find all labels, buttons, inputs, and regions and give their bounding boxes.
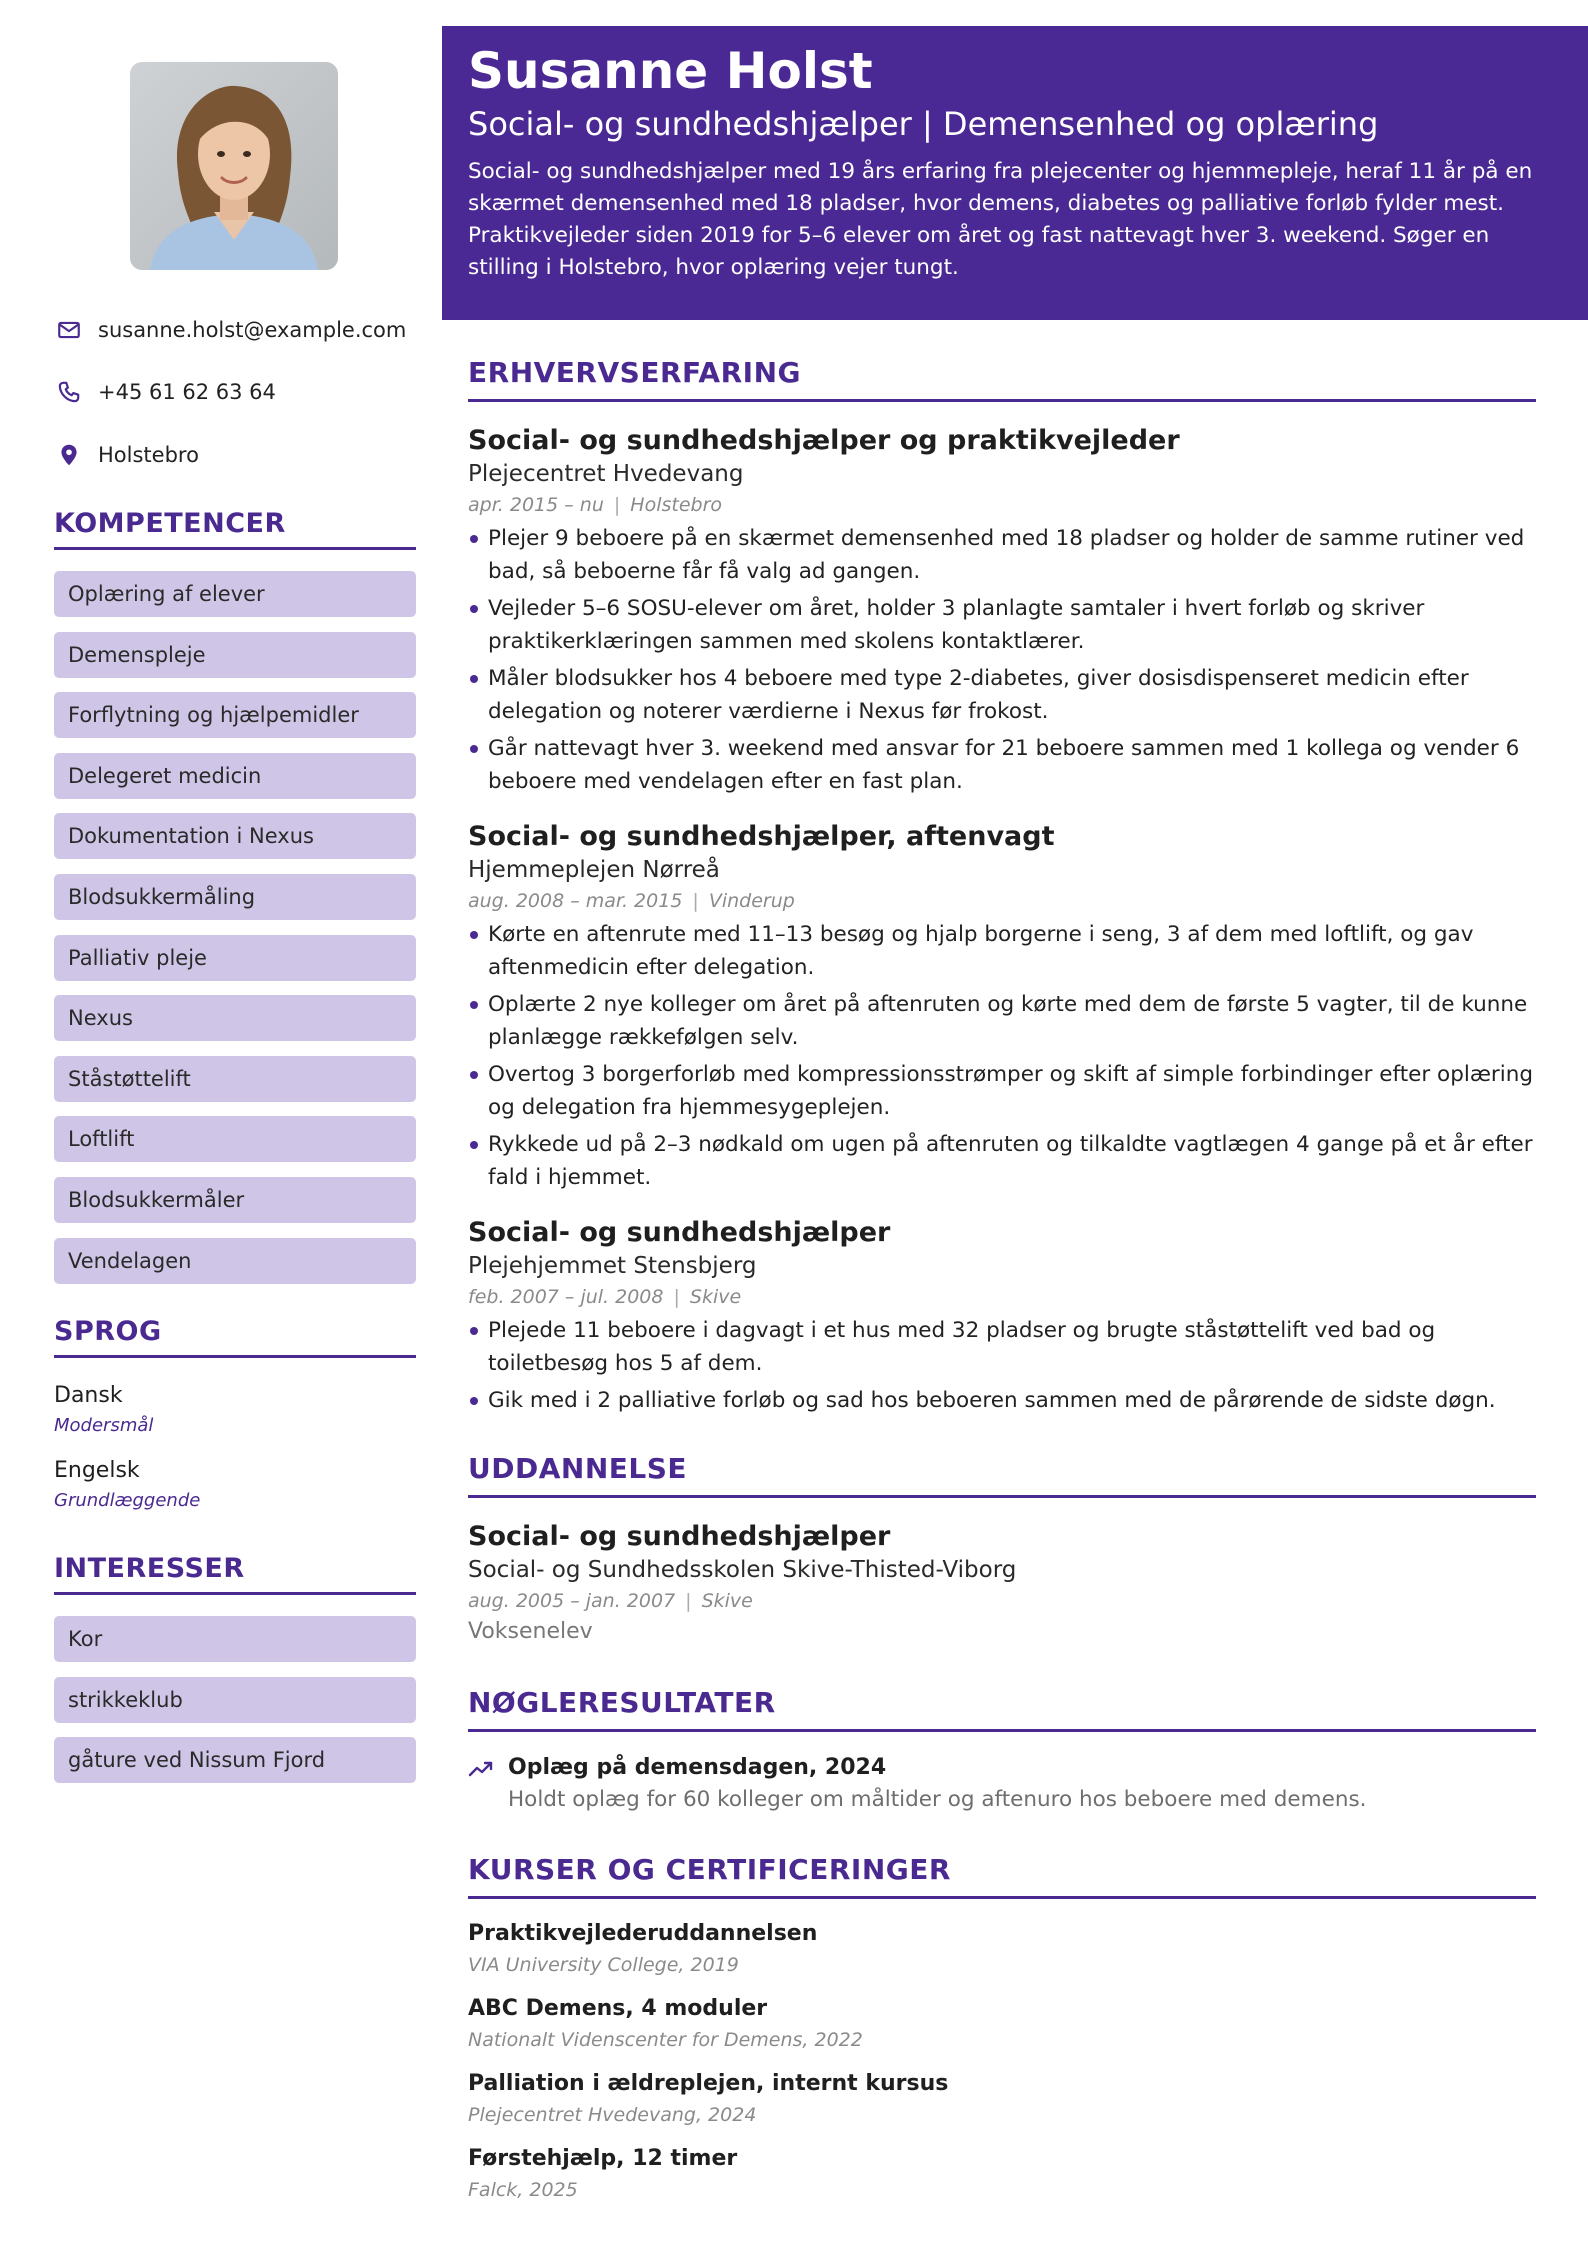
job-place: Holstebro bbox=[630, 494, 723, 516]
phone-text: +45 61 62 63 64 bbox=[98, 380, 276, 404]
separator: | bbox=[685, 1590, 692, 1612]
interest-tag: gåture ved Nissum Fjord bbox=[54, 1737, 416, 1783]
skill-tag: Loftlift bbox=[54, 1116, 416, 1162]
contact-location bbox=[54, 438, 416, 472]
skill-tag: Blodsukkermåling bbox=[54, 874, 416, 920]
job-entry bbox=[468, 1216, 1536, 1421]
skill-tag: Blodsukkermåler bbox=[54, 1177, 416, 1223]
job-title: Social- og sundhedshjælper bbox=[468, 1217, 891, 1248]
phone-icon bbox=[54, 377, 84, 407]
job-bullet: Gik med i 2 palliative forløb og sad hos beboeren sammen med de pårørende de sidste døgn. bbox=[468, 1384, 1536, 1417]
job-bullet: Vejleder 5–6 SOSU-elever om året, holder 3 planlagte samtaler i hvert forløb og skriver praktikerklæringen sammen med skolens kontaktlærer. bbox=[468, 592, 1536, 658]
language-name: Dansk bbox=[54, 1383, 123, 1408]
course-meta: Plejecentret Hvedevang, 2024 bbox=[468, 2104, 757, 2126]
education-meta bbox=[468, 1586, 1536, 1616]
trending-up-icon bbox=[468, 1758, 494, 1780]
job-employer: Plejehjemmet Stensbjerg bbox=[468, 1253, 757, 1279]
separator: | bbox=[613, 494, 621, 516]
job-bullets bbox=[468, 1314, 1536, 1417]
education-school: Social- og Sundhedsskolen Skive-Thisted-Viborg bbox=[468, 1557, 1017, 1583]
job-bullet: Går nattevagt hver 3. weekend med ansvar for 21 beboere sammen med 1 kollega og vender 6 beboere med vendelagen efter en fast plan. bbox=[468, 732, 1536, 798]
course-meta: VIA University College, 2019 bbox=[468, 1954, 739, 1976]
course-entry bbox=[468, 2068, 1536, 2130]
interests-heading: INTERESSER bbox=[54, 1553, 416, 1595]
result-entry bbox=[468, 1752, 1536, 1816]
course-meta: Nationalt Videnscenter for Demens, 2022 bbox=[468, 2029, 863, 2051]
job-bullet: Plejede 11 beboere i dagvagt i et hus med 32 pladser og brugte ståstøttelift ved bad og toiletbesøg hos 5 af dem. bbox=[468, 1314, 1536, 1380]
job-title: Social- og sundhedshjælper og praktikvejleder bbox=[468, 425, 1180, 456]
course-name: Palliation i ældreplejen, internt kursus bbox=[468, 2071, 949, 2096]
job-bullets bbox=[468, 918, 1536, 1194]
job-employer: Plejecentret Hvedevang bbox=[468, 461, 744, 487]
location-pin-icon bbox=[54, 440, 84, 470]
education-entry bbox=[468, 1520, 1536, 1648]
results-heading: NØGLERESULTATER bbox=[468, 1686, 1536, 1732]
skills-list bbox=[54, 571, 416, 1298]
job-title: Social- og sundhedshjælper, aftenvagt bbox=[468, 821, 1055, 852]
job-period: aug. 2008 – mar. 2015 bbox=[468, 890, 683, 912]
language-danish bbox=[54, 1380, 416, 1440]
skill-tag: Demenspleje bbox=[54, 632, 416, 678]
skill-tag: Dokumentation i Nexus bbox=[54, 813, 416, 859]
course-entry bbox=[468, 1918, 1536, 1980]
course-meta: Falck, 2025 bbox=[468, 2179, 578, 2201]
education-title: Social- og sundhedshjælper bbox=[468, 1521, 891, 1552]
job-bullet: Overtog 3 borgerforløb med kompressionsstrømper og skift af simple forbindinger efter oplæring og delegation fra hjemmesygeplejen. bbox=[468, 1058, 1536, 1124]
person-name: Susanne Holst bbox=[468, 42, 873, 100]
job-period: feb. 2007 – jul. 2008 bbox=[468, 1286, 664, 1308]
portrait-image bbox=[130, 62, 338, 270]
result-title: Oplæg på demensdagen, 2024 bbox=[508, 1755, 887, 1780]
languages-heading: SPROG bbox=[54, 1316, 416, 1358]
job-entry bbox=[468, 820, 1536, 1198]
job-bullet: Måler blodsukker hos 4 beboere med type 2-diabetes, giver dosisdispenseret medicin efter delegation og noterer værdierne i Nexus før frokost. bbox=[468, 662, 1536, 728]
job-period: apr. 2015 – nu bbox=[468, 494, 604, 516]
interest-tag: Kor bbox=[54, 1616, 416, 1662]
interest-tag: strikkeklub bbox=[54, 1677, 416, 1723]
skill-tag: Delegeret medicin bbox=[54, 753, 416, 799]
skill-tag: Ståstøttelift bbox=[54, 1056, 416, 1102]
contact-phone[interactable] bbox=[54, 375, 416, 409]
separator: | bbox=[673, 1286, 680, 1308]
skill-tag: Oplæring af elever bbox=[54, 571, 416, 617]
job-bullet: Oplærte 2 nye kolleger om året på aftenruten og kørte med dem de første 5 vagter, til de kunne planlægge rækkefølgen selv. bbox=[468, 988, 1536, 1054]
result-title-row bbox=[468, 1752, 1536, 1784]
course-name: ABC Demens, 4 moduler bbox=[468, 1996, 768, 2021]
job-bullet: Kørte en aftenrute med 11–13 besøg og hjalp borgerne i seng, 3 af dem med loftlift, og gav aftenmedicin efter delegation. bbox=[468, 918, 1536, 984]
language-name: Engelsk bbox=[54, 1458, 140, 1483]
profile-photo bbox=[130, 62, 338, 270]
skill-tag: Palliativ pleje bbox=[54, 935, 416, 981]
separator: | bbox=[692, 890, 699, 912]
interests-list bbox=[54, 1616, 416, 1798]
email-text: susanne.holst@example.com bbox=[98, 318, 407, 342]
location-text: Holstebro bbox=[98, 443, 199, 467]
job-entry bbox=[468, 424, 1536, 802]
education-heading: UDDANNELSE bbox=[468, 1452, 1536, 1498]
job-bullet: Plejer 9 beboere på en skærmet demensenhed med 18 pladser og holder de samme rutiner ved bad, så beboerne får få valg ad gangen. bbox=[468, 522, 1536, 588]
course-name: Praktikvejlederuddannelsen bbox=[468, 1921, 818, 1946]
job-bullets bbox=[468, 522, 1536, 798]
result-description: Holdt oplæg for 60 kolleger om måltider og aftenuro hos beboere med demens. bbox=[508, 1787, 1367, 1812]
education-place: Skive bbox=[701, 1590, 753, 1612]
language-level: Grundlæggende bbox=[54, 1490, 201, 1511]
header-banner bbox=[442, 26, 1588, 320]
education-note: Voksenelev bbox=[468, 1619, 593, 1644]
job-place: Skive bbox=[689, 1286, 742, 1308]
job-bullet: Rykkede ud på 2–3 nødkald om ugen på aftenruten og tilkaldte vagtlægen 4 gange på et år efter fald i hjemmet. bbox=[468, 1128, 1536, 1194]
language-level: Modersmål bbox=[54, 1415, 154, 1436]
job-meta bbox=[468, 1282, 1536, 1312]
experience-heading: ERHVERVSERFARING bbox=[468, 356, 1536, 402]
course-entry bbox=[468, 1993, 1536, 2055]
education-period: aug. 2005 – jan. 2007 bbox=[468, 1590, 676, 1612]
language-english bbox=[54, 1455, 416, 1515]
job-place: Vinderup bbox=[708, 890, 795, 912]
contact-email[interactable] bbox=[54, 313, 416, 347]
skill-tag: Forflytning og hjælpemidler bbox=[54, 692, 416, 738]
job-meta bbox=[468, 490, 1536, 520]
skill-tag: Nexus bbox=[54, 995, 416, 1041]
skills-heading: KOMPETENCER bbox=[54, 508, 416, 550]
person-summary: Social- og sundhedshjælper med 19 års erfaring fra plejecenter og hjemmepleje, heraf 11 år på en skærmet demensenhed med 18 pladser, hvor demens, diabetes og palliative forløb fylder mest. Praktikvejleder siden 2019 for 5–6 elever om året og fast nattevagt hver 3. weekend. Søger en stilling i Holstebro, hvor oplæring vejer tungt. bbox=[468, 159, 1533, 280]
course-entry bbox=[468, 2143, 1536, 2205]
mail-icon bbox=[54, 315, 84, 345]
course-name: Førstehjælp, 12 timer bbox=[468, 2146, 738, 2171]
job-meta bbox=[468, 886, 1536, 916]
person-title: Social- og sundhedshjælper | Demensenhed og oplæring bbox=[468, 105, 1379, 143]
skill-tag: Vendelagen bbox=[54, 1238, 416, 1284]
courses-heading: KURSER OG CERTIFICERINGER bbox=[468, 1853, 1536, 1899]
job-employer: Hjemmeplejen Nørreå bbox=[468, 857, 720, 883]
